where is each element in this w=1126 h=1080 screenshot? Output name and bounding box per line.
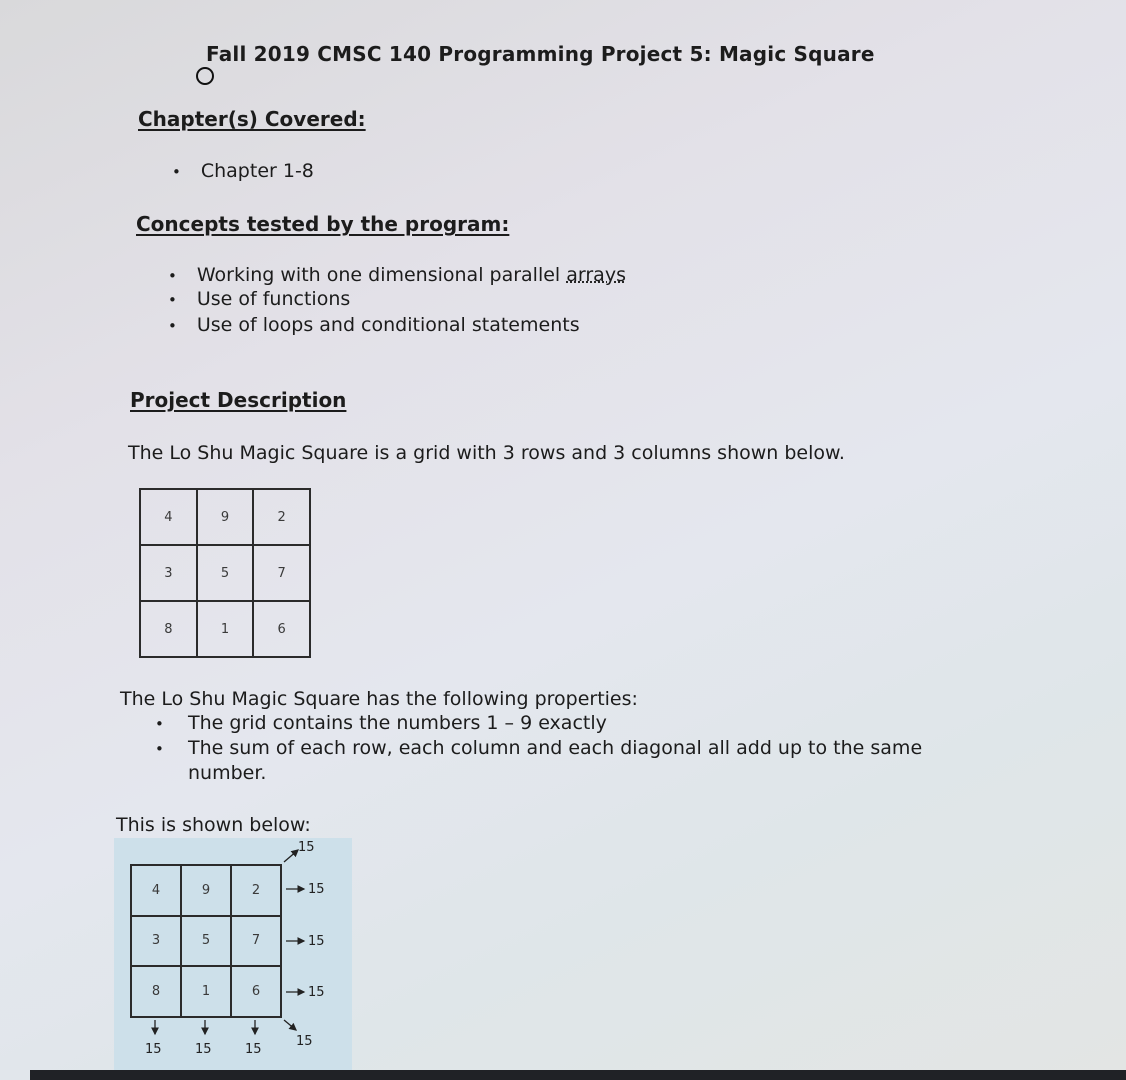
grid-cell: 3 (131, 916, 181, 967)
diag-sum-top: 15 (298, 840, 315, 855)
grid-cell: 9 (197, 489, 254, 545)
grid-cell: 1 (197, 601, 254, 657)
grid-cell: 4 (131, 865, 181, 916)
col-sum: 15 (245, 1042, 262, 1057)
grid-cell: 5 (197, 545, 254, 601)
row-sum: 15 (308, 985, 325, 1000)
concept-item: • Use of functions (168, 288, 351, 310)
col-sum: 15 (145, 1042, 162, 1057)
chapters-heading: Chapter(s) Covered: (138, 107, 366, 131)
property-item: • The grid contains the numbers 1 – 9 exactly (155, 712, 607, 734)
grid-cell: 5 (181, 916, 231, 967)
concepts-heading: Concepts tested by the program: (136, 212, 510, 236)
property-item-continuation: number. (188, 762, 267, 784)
bullet-icon: • (172, 163, 181, 181)
grid-row (140, 545, 310, 601)
diag-sum-arrow (284, 850, 298, 862)
page-title: Fall 2019 CMSC 140 Programming Project 5: Magic Square (206, 42, 875, 66)
diag-sum-bottom: 15 (296, 1034, 313, 1049)
circle-icon (196, 67, 214, 85)
grid-row (140, 489, 310, 545)
grid-cell: 8 (140, 601, 197, 657)
bullet-icon: • (168, 317, 177, 335)
grid-cell: 2 (231, 865, 281, 916)
grid-cell: 7 (253, 545, 310, 601)
concepts-list (168, 264, 626, 336)
grid-cell: 8 (131, 966, 181, 1017)
bottom-bar (30, 1070, 1126, 1080)
magic-sum-figure (114, 838, 352, 1070)
grid-cell: 2 (253, 489, 310, 545)
bullet-icon: • (155, 740, 164, 758)
row-sum: 15 (308, 934, 325, 949)
grid-cell: 6 (231, 966, 281, 1017)
grid-cell: 3 (140, 545, 197, 601)
grid-cell: 6 (253, 601, 310, 657)
sum-arrows (114, 838, 352, 1070)
description-intro: The Lo Shu Magic Square is a grid with 3 rows and 3 columns shown below. (128, 442, 845, 464)
bullet-icon: • (168, 267, 177, 285)
description-heading: Project Description (130, 388, 347, 412)
chapter-list-item: • Chapter 1-8 (172, 160, 314, 182)
row-sum: 15 (308, 882, 325, 897)
grid-cell: 1 (181, 966, 231, 1017)
property-item: • The sum of each row, each column and each diagonal all add up to the same (155, 737, 923, 759)
properties-intro: The Lo Shu Magic Square has the following properties: (120, 688, 638, 710)
diag-sum-arrow (284, 1020, 296, 1030)
concept-item: • Use of loops and conditional statements (168, 314, 580, 336)
grid-cell: 4 (140, 489, 197, 545)
concept-item: • Working with one dimensional parallel arrays (168, 264, 626, 286)
shown-below-label: This is shown below: (116, 814, 311, 836)
grid-cell: 9 (181, 865, 231, 916)
properties-list (155, 712, 922, 784)
arrays-link[interactable]: arrays (566, 264, 626, 286)
bullet-icon: • (168, 291, 177, 309)
lo-shu-grid (139, 488, 311, 658)
col-sum: 15 (195, 1042, 212, 1057)
grid-row (140, 601, 310, 657)
grid-cell: 7 (231, 916, 281, 967)
bullet-icon: • (155, 715, 164, 733)
